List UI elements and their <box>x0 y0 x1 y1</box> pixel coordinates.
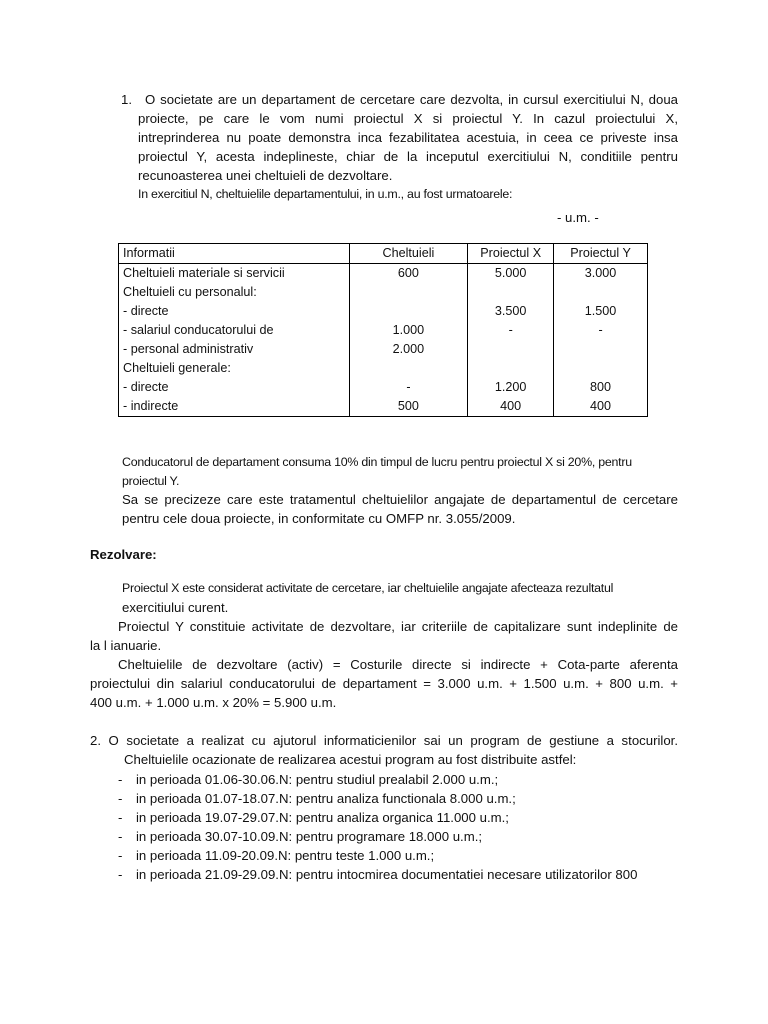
table-cell: 5.000 <box>468 264 554 284</box>
problem-2-line-1: 2. O societate a realizat cu ajutorul informaticienilor sai un program de gestiune a stocurilor. <box>90 733 678 748</box>
solution-p1-line-1: Proiectul X este considerat activitate de cercetare, iar cheltuielile angajate afecteaza rezultatul <box>122 581 614 595</box>
list-item <box>118 808 637 827</box>
bullet-marker: - <box>118 810 123 825</box>
table-cell: - <box>468 321 554 340</box>
bullet-marker: - <box>118 772 123 787</box>
problem-1-line-3: intreprinderea nu poate demonstra inca fezabilitatea acestuia, in ceea ce priveste insa <box>138 130 678 145</box>
list-item <box>118 865 637 884</box>
period-list <box>118 770 637 884</box>
problem-1-line-5: recunoasterea unei cheltuieli de dezvoltare. <box>138 168 393 183</box>
list-item-text: in perioada 21.09-29.09.N: pentru intocmirea documentatiei necesare utilizatorilor 800 <box>136 867 638 882</box>
table-cell: - <box>554 321 648 340</box>
list-item <box>118 827 637 846</box>
table-cell: 400 <box>554 397 648 417</box>
table-cell: 1.200 <box>468 378 554 397</box>
list-item <box>118 789 637 808</box>
table-cell: 1.500 <box>554 302 648 321</box>
table-cell <box>554 283 648 302</box>
after-table-line-1: Conducatorul de departament consuma 10% din timpul de lucru pentru proiectul X si 20%, pentru <box>122 455 632 469</box>
table-cell <box>554 359 648 378</box>
list-item-text: in perioada 19.07-29.07.N: pentru analiza organica 11.000 u.m.; <box>136 810 509 825</box>
bullet-marker: - <box>118 848 123 863</box>
list-item-text: in perioada 01.07-18.07.N: pentru analiza functionala 8.000 u.m.; <box>136 791 516 806</box>
table-header-row <box>119 244 648 264</box>
problem-1-number: 1. <box>121 92 132 107</box>
table-cell: - personal administrativ <box>119 340 350 359</box>
table-cell: - directe <box>119 378 350 397</box>
table-cell: Cheltuieli materiale si servicii <box>119 264 350 284</box>
problem-2-line-2: Cheltuielile ocazionate de realizarea acestui program au fost distribuite astfel: <box>124 752 577 767</box>
solution-p2-line-1: Proiectul Y constituie activitate de dezvoltare, iar criteriile de capitalizare sunt indeplinite de <box>118 619 678 634</box>
table-cell: 3.000 <box>554 264 648 284</box>
list-item-text: in perioada 11.09-20.09.N: pentru teste 1.000 u.m.; <box>136 848 435 863</box>
list-item <box>118 770 637 789</box>
table-cell <box>468 283 554 302</box>
solution-p1-line-2: exercitiului curent. <box>122 600 229 615</box>
table-cell <box>349 283 468 302</box>
table-cell: - indirecte <box>119 397 350 417</box>
table-cell <box>554 340 648 359</box>
table-row <box>119 359 648 378</box>
table-cell: 400 <box>468 397 554 417</box>
solution-p3-line-1: Cheltuielile de dezvoltare (activ) = Costurile directe si indirecte + Cota-parte aferenta <box>118 657 678 672</box>
problem-1-intro: In exercitiul N, cheltuielile departamentului, in u.m., au fost urmatoarele: <box>138 187 513 201</box>
after-table-line-3: Sa se precizeze care este tratamentul cheltuielilor angajate de departamentul de cercetare <box>122 492 678 507</box>
table-cell: Cheltuieli generale: <box>119 359 350 378</box>
table-cell: 500 <box>349 397 468 417</box>
header-proiectul-x: Proiectul X <box>468 244 554 264</box>
table-row <box>119 340 648 359</box>
header-cheltuieli: Cheltuieli <box>349 244 468 264</box>
solution-p3-line-2: proiectului din salariul conducatorului de departament = 3.000 u.m. + 1.500 u.m. + 800 u.m. + <box>90 676 678 691</box>
solution-p2-line-2: la l ianuarie. <box>90 638 162 653</box>
problem-1-line-4: proiectul Y, acesta indeplineste, chiar de la inceputul exercitiului N, conditiile pentru <box>138 149 678 164</box>
bullet-marker: - <box>118 791 123 806</box>
list-item <box>118 846 637 865</box>
problem-1-line-2: proiecte, pe care le vom numi proiectul X si proiectul Y. In cazul proiectului X, <box>138 111 678 126</box>
solution-p3-line-3: 400 u.m. + 1.000 u.m. x 20% = 5.900 u.m. <box>90 695 337 710</box>
table-row <box>119 321 648 340</box>
table-cell: - <box>349 378 468 397</box>
table-cell: 3.500 <box>468 302 554 321</box>
table-cell <box>349 302 468 321</box>
table-cell <box>468 359 554 378</box>
after-table-line-2: proiectul Y. <box>122 474 180 488</box>
table-row <box>119 378 648 397</box>
table-cell: Cheltuieli cu personalul: <box>119 283 350 302</box>
after-table-line-4: pentru cele doua proiecte, in conformitate cu OMFP nr. 3.055/2009. <box>122 511 516 526</box>
header-proiectul-y: Proiectul Y <box>554 244 648 264</box>
table-row <box>119 397 648 417</box>
expenses-table <box>118 243 648 417</box>
table-cell <box>349 359 468 378</box>
table-cell: 2.000 <box>349 340 468 359</box>
list-item-text: in perioada 30.07-10.09.N: pentru programare 18.000 u.m.; <box>136 829 483 844</box>
table-cell: - directe <box>119 302 350 321</box>
table-cell <box>468 340 554 359</box>
unit-label: - u.m. - <box>557 210 599 225</box>
table-cell: 1.000 <box>349 321 468 340</box>
table-row <box>119 302 648 321</box>
solution-heading: Rezolvare: <box>90 547 157 562</box>
bullet-marker: - <box>118 829 123 844</box>
table-cell: 600 <box>349 264 468 284</box>
bullet-marker: - <box>118 867 123 882</box>
problem-1-line-1: O societate are un departament de cercetare care dezvolta, in cursul exercitiului N, doua <box>145 92 678 107</box>
header-informatii: Informatii <box>119 244 350 264</box>
list-item-text: in perioada 01.06-30.06.N: pentru studiul prealabil 2.000 u.m.; <box>136 772 499 787</box>
table-row <box>119 283 648 302</box>
table-cell: 800 <box>554 378 648 397</box>
table-cell: - salariul conducatorului de <box>119 321 350 340</box>
table-row <box>119 264 648 284</box>
